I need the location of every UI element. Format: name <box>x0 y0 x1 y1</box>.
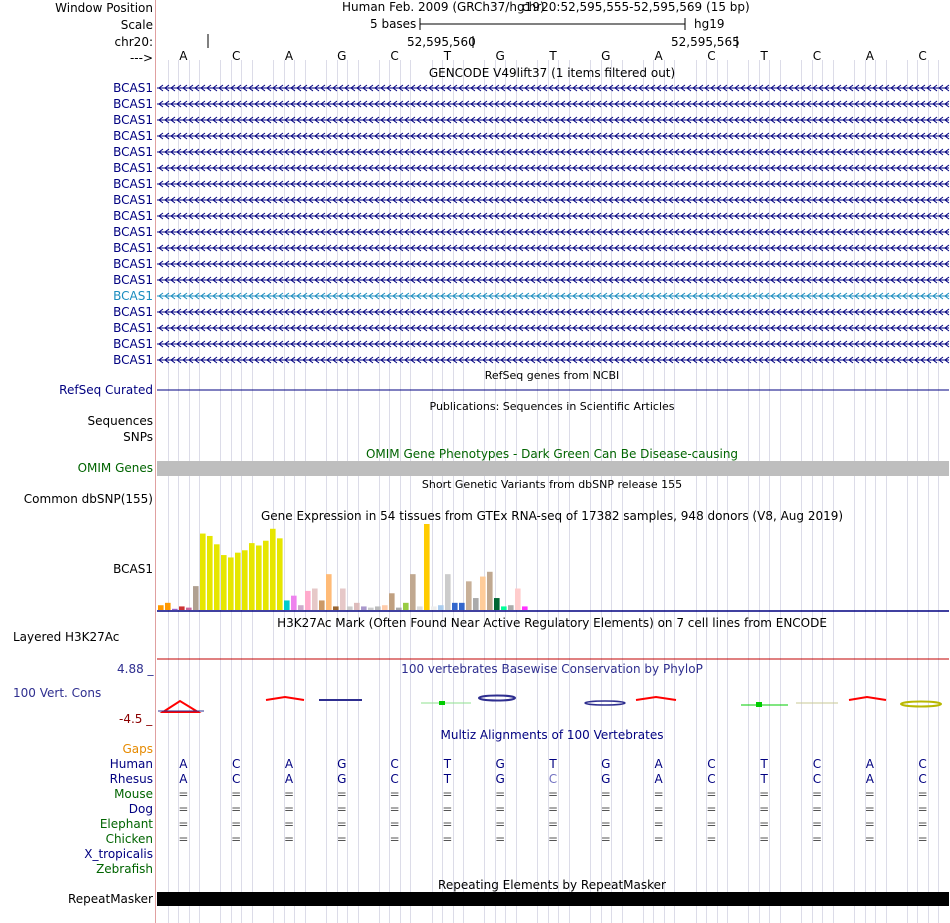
multiz-base: = <box>864 802 875 816</box>
gtex-tissue-bar <box>228 557 234 610</box>
multiz-base: A <box>284 757 294 771</box>
multiz-base: C <box>231 757 241 771</box>
gtex-tissue-bar <box>354 603 360 610</box>
base-letter: G <box>495 49 505 63</box>
multiz-base: = <box>917 802 928 816</box>
repeatmasker-track-title: Repeating Elements by RepeatMasker <box>438 878 666 892</box>
omim-gene-bar <box>157 461 949 476</box>
multiz-base: = <box>811 802 823 816</box>
gencode-gene-label[interactable]: BCAS1 <box>113 81 153 95</box>
multiz-base: = <box>811 787 823 801</box>
phylop-track-label[interactable]: 100 Vert. Cons <box>13 686 102 700</box>
gtex-tissue-bar <box>200 534 206 610</box>
multiz-base: = <box>442 832 453 846</box>
gtex-tissue-bar <box>270 529 276 610</box>
gencode-gene-label[interactable]: BCAS1 <box>113 193 153 207</box>
phylop-track-title: 100 vertebrates Basewise Conservation by PhyloP <box>401 662 703 676</box>
coord-label-1: 52,595,560 <box>407 35 476 49</box>
gtex-track-title: Gene Expression in 54 tissues from GTEx RNA-seq of 17382 samples, 948 donors (V8, Aug 2019) <box>260 509 844 523</box>
gencode-gene-label[interactable]: BCAS1 <box>113 257 153 271</box>
multiz-base: = <box>653 832 664 846</box>
multiz-base: = <box>283 832 295 846</box>
multiz-base: A <box>654 757 663 771</box>
refseq-track-title: RefSeq genes from NCBI <box>484 369 620 382</box>
multiz-base: = <box>653 787 664 801</box>
phylop-mark-t2-dot <box>756 702 762 707</box>
multiz-base: C <box>918 772 927 786</box>
multiz-base: = <box>389 802 400 816</box>
gtex-tissue-bar <box>340 589 346 611</box>
multiz-base: A <box>179 772 188 786</box>
multiz-base: = <box>600 802 611 816</box>
phylop-min-label: -4.5 _ <box>119 712 153 726</box>
phylop-mark-c3 <box>901 702 941 707</box>
multiz-base: = <box>495 832 506 846</box>
multiz-base: T <box>760 772 768 786</box>
base-letter: A <box>284 49 294 63</box>
gtex-tissue-bar <box>284 600 290 610</box>
gtex-tissue-bar <box>508 605 514 610</box>
omim-track-title: OMIM Gene Phenotypes - Dark Green Can Be Disease-causing <box>365 447 739 461</box>
multiz-base: = <box>653 817 664 831</box>
multiz-base: = <box>547 802 559 816</box>
multiz-species-label[interactable]: Chicken <box>105 832 153 846</box>
base-letter: G <box>601 49 611 63</box>
dbsnp-track-title: Short Genetic Variants from dbSNP release 155 <box>421 478 683 491</box>
multiz-base: C <box>707 757 716 771</box>
base-letter: T <box>443 49 452 63</box>
multiz-base: = <box>864 817 875 831</box>
gencode-gene-label[interactable]: BCAS1 <box>113 97 153 111</box>
multiz-base: = <box>759 787 770 801</box>
phylop-mark-g3 <box>585 701 625 705</box>
multiz-base: C <box>231 772 241 786</box>
base-letter: T <box>760 49 768 63</box>
gtex-tissue-bar <box>424 524 430 610</box>
scale-label: Scale <box>120 18 153 32</box>
multiz-base: = <box>231 832 242 846</box>
gtex-tissue-bar <box>347 606 353 610</box>
gtex-tissue-bar <box>480 577 486 610</box>
gtex-tissue-bar <box>312 589 318 611</box>
gtex-tissue-bar <box>179 606 185 610</box>
chrom-label: chr20: <box>114 35 153 49</box>
multiz-base: = <box>389 832 400 846</box>
publications-label-sequences[interactable]: Sequences <box>87 414 153 428</box>
multiz-species-label[interactable]: Mouse <box>114 787 153 801</box>
gtex-tissue-bar <box>375 606 381 610</box>
gencode-gene-label[interactable]: BCAS1 <box>113 337 153 351</box>
multiz-base: = <box>759 802 770 816</box>
multiz-base: = <box>759 832 770 846</box>
multiz-base: = <box>389 817 400 831</box>
base-letter: C <box>231 49 241 63</box>
gencode-gene-label[interactable]: BCAS1 <box>113 177 153 191</box>
multiz-base: = <box>917 787 928 801</box>
gtex-tissue-bar <box>431 606 437 610</box>
base-letter: C <box>390 49 399 63</box>
multiz-species-label[interactable]: Human <box>109 757 153 771</box>
gtex-tissue-bar <box>221 555 227 610</box>
h3k27ac-track-label[interactable]: Layered H3K27Ac <box>13 630 120 644</box>
multiz-base: = <box>917 832 928 846</box>
phylop-mark-c <box>266 697 304 700</box>
multiz-base: = <box>231 787 242 801</box>
gtex-tissue-bar <box>466 581 472 610</box>
gtex-tissue-bar <box>452 603 458 610</box>
gencode-gene-label[interactable]: BCAS1 <box>113 353 153 367</box>
multiz-base: C <box>390 757 399 771</box>
multiz-base: G <box>337 772 347 786</box>
gtex-tissue-bar <box>207 536 213 610</box>
base-letter: C <box>918 49 927 63</box>
multiz-base: = <box>864 787 875 801</box>
multiz-base: = <box>495 817 506 831</box>
gtex-tissue-bar <box>361 606 367 610</box>
gtex-tissue-bar <box>438 605 444 610</box>
multiz-base: G <box>601 772 611 786</box>
multiz-base: = <box>495 802 506 816</box>
multiz-base: T <box>549 757 557 771</box>
gtex-tissue-bar <box>319 600 325 610</box>
multiz-base: = <box>547 787 559 801</box>
db-name: hg19 <box>694 17 725 31</box>
multiz-base: = <box>917 817 928 831</box>
gtex-tissue-bar <box>277 538 283 610</box>
multiz-base: = <box>336 832 347 846</box>
base-letter: A <box>654 49 663 63</box>
gencode-gene-label[interactable]: BCAS1 <box>113 145 153 159</box>
gencode-track-title: GENCODE V49lift37 (1 items filtered out) <box>428 66 676 80</box>
phylop-mark-t-dot <box>439 701 445 705</box>
multiz-base: = <box>231 817 242 831</box>
multiz-base: = <box>811 817 823 831</box>
multiz-base: = <box>811 832 823 846</box>
base-letter: A <box>865 49 874 63</box>
coord-label-2: 52,595,565 <box>671 35 740 49</box>
multiz-base: = <box>706 802 717 816</box>
multiz-base: = <box>178 802 189 816</box>
multiz-species-label[interactable]: Elephant <box>99 817 153 831</box>
gtex-tissue-bar <box>487 572 493 610</box>
multiz-base: = <box>283 787 295 801</box>
h3k27ac-track-title: H3K27Ac Mark (Often Found Near Active Regulatory Elements) on 7 cell lines from ENCODE <box>277 616 827 630</box>
gtex-tissue-bar <box>249 543 255 610</box>
multiz-base: = <box>759 817 770 831</box>
multiz-species-label[interactable]: Zebrafish <box>96 862 153 876</box>
multiz-base: = <box>547 817 559 831</box>
gtex-tissue-bar <box>235 553 241 610</box>
multiz-species-label[interactable]: X_tropicalis <box>84 847 153 861</box>
multiz-base: C <box>548 772 558 786</box>
multiz-base: = <box>442 817 453 831</box>
gtex-tissue-bar <box>263 541 269 610</box>
multiz-gaps-label: Gaps <box>122 742 153 756</box>
publications-label-snps[interactable]: SNPs <box>123 430 153 444</box>
multiz-base: C <box>918 757 927 771</box>
multiz-base: = <box>178 832 189 846</box>
multiz-base: G <box>601 757 611 771</box>
multiz-base: A <box>284 772 294 786</box>
multiz-base: = <box>442 787 453 801</box>
gencode-gene-label[interactable]: BCAS1 <box>113 161 153 175</box>
multiz-species-label[interactable]: Rhesus <box>109 772 153 786</box>
gtex-tissue-bar <box>165 603 171 610</box>
publications-track-title: Publications: Sequences in Scientific Articles <box>429 400 675 413</box>
gencode-gene-label[interactable]: BCAS1 <box>113 129 153 143</box>
window-position-label: Window Position <box>55 1 153 15</box>
multiz-base: C <box>390 772 399 786</box>
scale-text: 5 bases <box>370 17 417 31</box>
phylop-mark-a2 <box>636 697 676 700</box>
multiz-base: T <box>443 757 452 771</box>
gencode-gene-label[interactable]: BCAS1 <box>113 289 153 303</box>
gencode-gene-label[interactable]: BCAS1 <box>113 305 153 319</box>
gtex-tissue-bar <box>445 574 451 610</box>
multiz-base: G <box>495 757 505 771</box>
gtex-tissue-bar <box>396 608 402 610</box>
multiz-base: = <box>864 832 875 846</box>
multiz-base: = <box>600 817 611 831</box>
gtex-tissue-bar <box>459 603 465 610</box>
multiz-base: = <box>547 832 559 846</box>
gtex-tissue-bar <box>333 606 339 610</box>
base-letter: C <box>812 49 822 63</box>
multiz-base: = <box>495 787 506 801</box>
gencode-gene-label[interactable]: BCAS1 <box>113 113 153 127</box>
gtex-tissue-bar <box>368 608 374 610</box>
gtex-tissue-bar <box>417 606 423 610</box>
multiz-base: = <box>336 802 347 816</box>
gtex-tissue-bar <box>522 606 528 610</box>
phylop-max-label: 4.88 _ <box>117 662 154 676</box>
multiz-species-label[interactable]: Dog <box>128 802 153 816</box>
gtex-tissue-bar <box>403 603 409 610</box>
gtex-tissue-bar <box>256 546 262 611</box>
gtex-tissue-bar <box>158 605 164 610</box>
gtex-tissue-bar <box>214 544 220 610</box>
multiz-base: = <box>178 817 189 831</box>
multiz-base: C <box>812 772 822 786</box>
multiz-base: A <box>865 772 874 786</box>
gtex-tissue-bar <box>186 608 192 610</box>
gtex-tissue-bar <box>410 574 416 610</box>
multiz-base: A <box>179 757 188 771</box>
gtex-tissue-bar <box>242 550 248 610</box>
phylop-mark-a3 <box>849 697 886 700</box>
multiz-base: = <box>336 787 347 801</box>
multiz-base: G <box>495 772 505 786</box>
gtex-tissue-bar <box>515 589 521 611</box>
phylop-mark-a <box>163 701 198 712</box>
gencode-gene-label[interactable]: BCAS1 <box>113 241 153 255</box>
multiz-base: = <box>283 802 295 816</box>
gtex-tissue-bar <box>501 606 507 610</box>
multiz-base: = <box>178 787 189 801</box>
gencode-gene-label[interactable]: BCAS1 <box>113 209 153 223</box>
strand-arrow-label: ---> <box>129 51 153 65</box>
gtex-tissue-bar <box>473 598 479 610</box>
multiz-track-title: Multiz Alignments of 100 Vertebrates <box>440 728 664 742</box>
gtex-tissue-bar <box>291 596 297 610</box>
gtex-tissue-bar <box>172 609 178 610</box>
multiz-base: C <box>812 757 822 771</box>
gencode-gene-label[interactable]: BCAS1 <box>113 225 153 239</box>
multiz-base: = <box>706 832 717 846</box>
assembly-name: Human Feb. 2009 (GRCh37/hg19) <box>342 0 545 14</box>
multiz-base: = <box>442 802 453 816</box>
position-text: chr20:52,595,555-52,595,569 (15 bp) <box>522 0 750 14</box>
multiz-base: = <box>231 802 242 816</box>
gtex-tissue-bar <box>298 605 304 610</box>
multiz-base: = <box>600 787 611 801</box>
multiz-base: = <box>389 787 400 801</box>
gencode-gene-label[interactable]: BCAS1 <box>113 321 153 335</box>
multiz-base: = <box>600 832 611 846</box>
multiz-base: A <box>654 772 663 786</box>
gencode-gene-label[interactable]: BCAS1 <box>113 273 153 287</box>
repeatmasker-element-bar <box>157 892 949 906</box>
multiz-base: G <box>337 757 347 771</box>
repeatmasker-track-label[interactable]: RepeatMasker <box>67 892 153 906</box>
multiz-base: A <box>865 757 874 771</box>
phylop-mark-g2 <box>479 696 515 701</box>
multiz-base: T <box>760 757 768 771</box>
multiz-base: = <box>653 802 664 816</box>
base-letter: G <box>337 49 347 63</box>
gtex-tissue-bar <box>389 593 395 610</box>
dbsnp-track-label[interactable]: Common dbSNP(155) <box>23 492 153 506</box>
base-letter: T <box>549 49 557 63</box>
gtex-tissue-bar <box>494 598 500 610</box>
multiz-base: = <box>706 817 717 831</box>
omim-track-label[interactable]: OMIM Genes <box>77 461 153 475</box>
gtex-tissue-bar <box>382 605 388 610</box>
gtex-tissue-bar <box>193 586 199 610</box>
multiz-base: = <box>336 817 347 831</box>
multiz-base: C <box>707 772 716 786</box>
refseq-track-label[interactable]: RefSeq Curated <box>59 383 153 397</box>
gtex-tissue-bar <box>305 591 311 610</box>
multiz-base: = <box>283 817 295 831</box>
gtex-gene-label[interactable]: BCAS1 <box>113 562 153 576</box>
base-letter: C <box>707 49 716 63</box>
base-letter: A <box>179 49 188 63</box>
multiz-base: = <box>706 787 717 801</box>
multiz-base: T <box>443 772 452 786</box>
gtex-tissue-bar <box>326 574 332 610</box>
